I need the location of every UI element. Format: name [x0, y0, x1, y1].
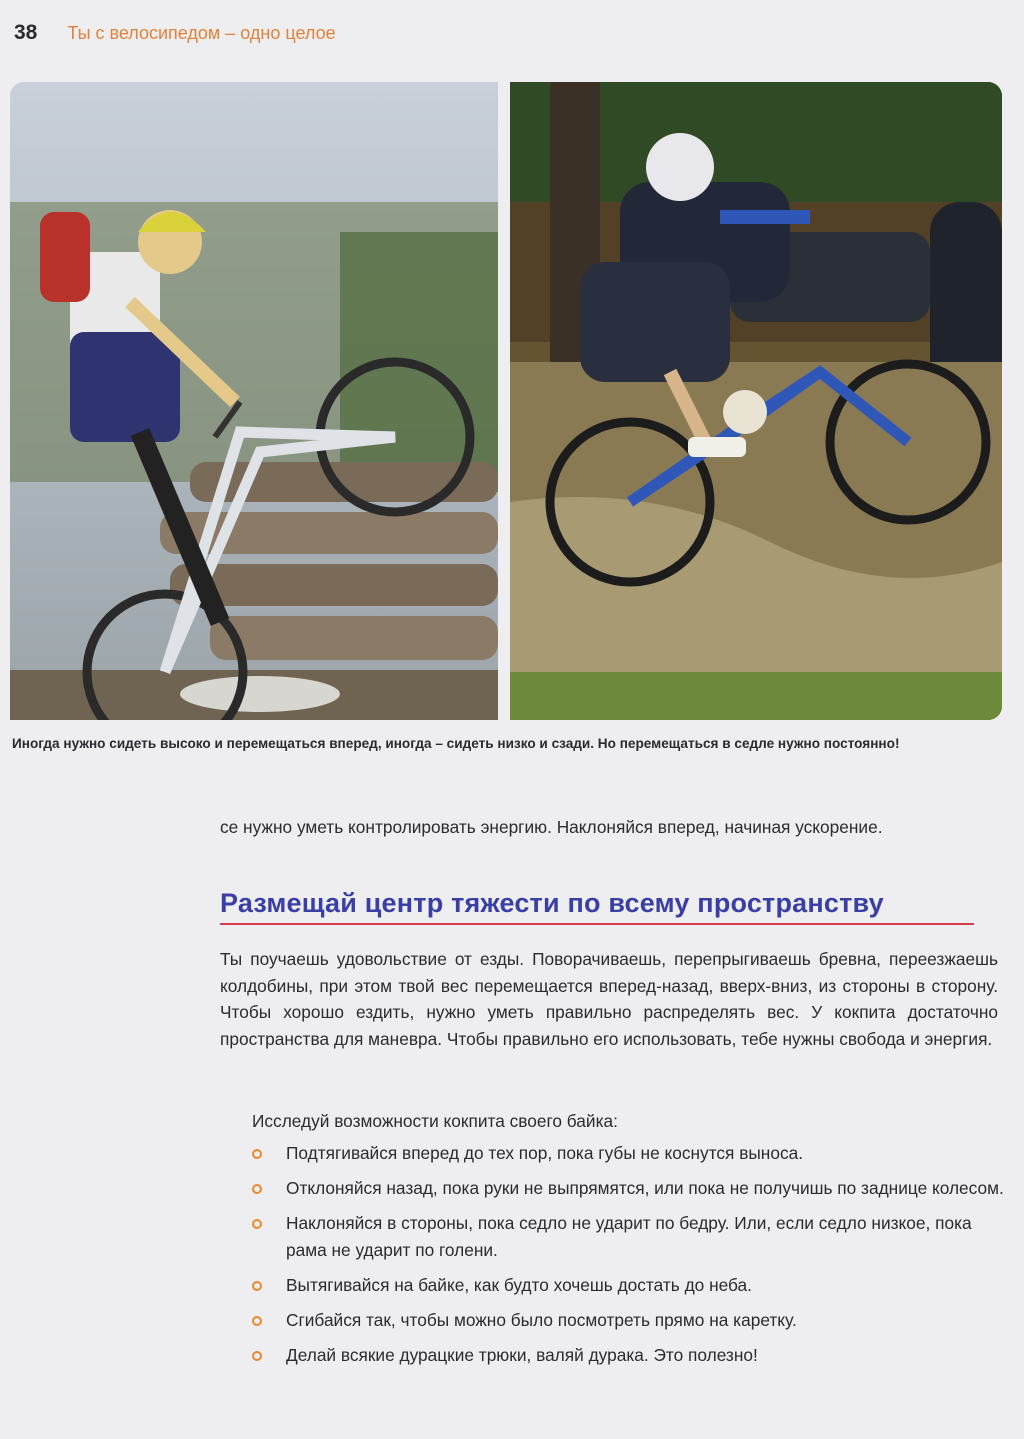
ring-bullet-icon [252, 1184, 262, 1194]
running-title: Ты с велосипедом – одно целое [67, 22, 336, 43]
photo-caption: Иногда нужно сидеть высоко и перемещаться вперед, иногда – сидеть низко и сзади. Но перемещаться в седле нужно постоянно! [12, 736, 900, 751]
photo-left [10, 82, 498, 720]
photo-right [510, 82, 1002, 720]
page-header [14, 18, 336, 48]
body-paragraph: Ты поучаешь удовольствие от езды. Поворачиваешь, перепрыгиваешь бревна, переезжаешь колдобины, при этом твой вес перемещается вперед-назад, вверх-вниз, из стороны в сторону. Чтобы хорошо ездить, нужно уметь правильно распределять вес. У кокпита достаточно пространства для маневра. Чтобы правильно его использовать, тебе нужны свобода и энергия. [220, 949, 998, 1049]
list-item-text: Наклоняйся в стороны, пока седло не ударит по бедру. Или, если седло низкое, пока рама не ударит по голени. [286, 1213, 972, 1260]
list-item-text: Отклоняйся назад, пока руки не выпрямятся, или пока не получишь по заднице колесом. [286, 1178, 1004, 1198]
list-intro: Исследуй возможности кокпита своего байка: [252, 1111, 618, 1131]
ring-bullet-icon [252, 1351, 262, 1361]
list-item [248, 1210, 1008, 1264]
page-number: 38 [14, 21, 38, 44]
tips-list [248, 1140, 1008, 1377]
list-item-text: Сгибайся так, чтобы можно было посмотреть прямо на каретку. [286, 1310, 797, 1330]
list-item [248, 1140, 1008, 1167]
list-item-text: Делай всякие дурацкие трюки, валяй дурака. Это полезно! [286, 1345, 758, 1365]
ring-bullet-icon [252, 1219, 262, 1229]
list-item-text: Вытягивайся на байке, как будто хочешь достать до неба. [286, 1275, 752, 1295]
list-item [248, 1175, 1008, 1202]
ring-bullet-icon [252, 1281, 262, 1291]
photo-pair [10, 82, 1002, 720]
list-item [248, 1342, 1008, 1369]
section-heading: Размещай центр тяжести по всему пространству [220, 888, 974, 925]
photo-rider-wheelie-on-logs-icon [10, 82, 498, 720]
list-item [248, 1272, 1008, 1299]
list-item-text: Подтягивайся вперед до тех пор, пока губы не коснутся выноса. [286, 1143, 804, 1163]
list-item [248, 1307, 1008, 1334]
intro-paragraph: се нужно уметь контролировать энергию. Наклоняйся вперед, начиная ускорение. [220, 817, 883, 837]
ring-bullet-icon [252, 1149, 262, 1159]
ring-bullet-icon [252, 1316, 262, 1326]
photo-rider-lifting-front-wheel-icon [510, 82, 1002, 720]
